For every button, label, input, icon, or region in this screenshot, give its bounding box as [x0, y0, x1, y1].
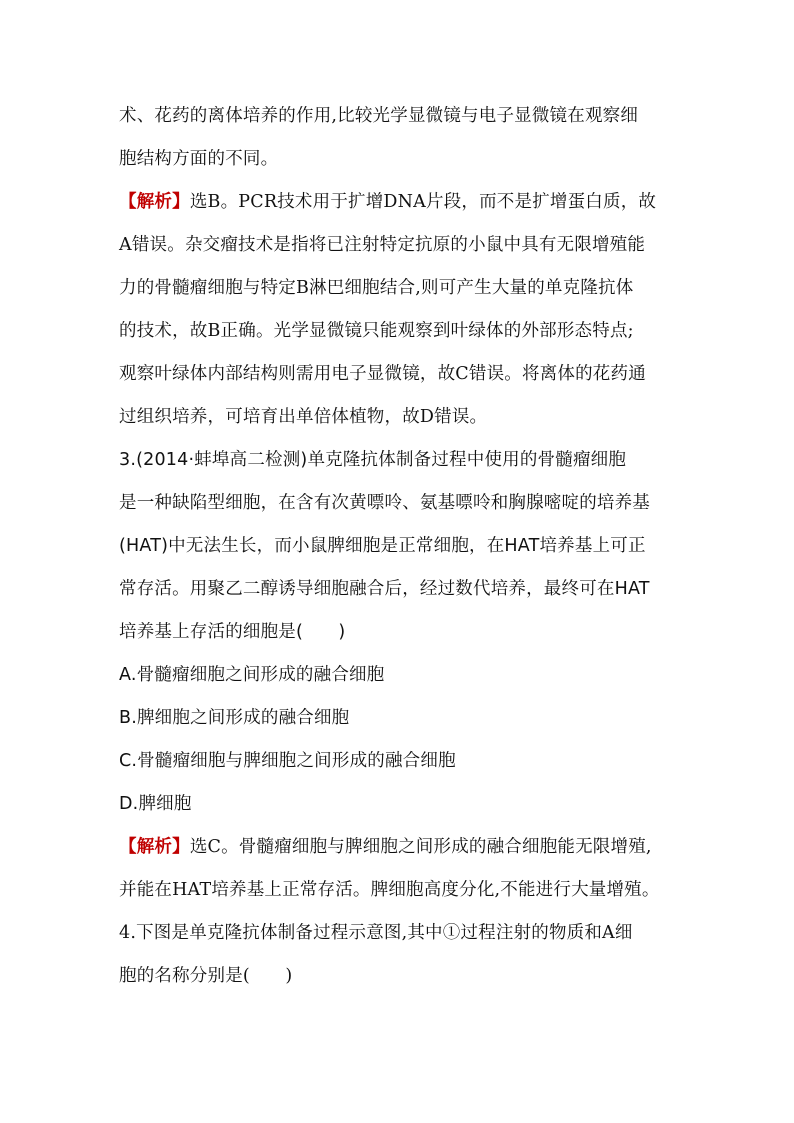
option-c: C.骨髓瘤细胞与脾细胞之间形成的融合细胞 [119, 751, 456, 771]
question-3-line: 培养基上存活的细胞是( ) [119, 622, 346, 642]
option-d: D.脾细胞 [119, 794, 192, 814]
text-line: 并能在HAT培养基上正常存活。脾细胞高度分化,不能进行大量增殖。 [119, 880, 660, 900]
question-3-line: 常存活。用聚乙二醇诱导细胞融合后，经过数代培养，最终可在HAT [119, 579, 650, 599]
analysis-text: 选B。PCR技术用于扩增DNA片段，而不是扩增蛋白质，故 [189, 192, 657, 212]
question-3-line: 3.(2014·蚌埠高二检测)单克隆抗体制备过程中使用的骨髓瘤细胞 [119, 450, 627, 470]
text-line: 的技术，故B正确。光学显微镜只能观察到叶绿体的外部形态特点; [119, 321, 634, 341]
option-b: B.脾细胞之间形成的融合细胞 [119, 708, 350, 728]
text-line: A错误。杂交瘤技术是指将已注射特定抗原的小鼠中具有无限增殖能 [119, 235, 646, 255]
question-3-line: 是一种缺陷型细胞，在含有次黄嘌呤、氨基嘌呤和胸腺嘧啶的培养基 [119, 493, 650, 513]
text-line: 术、花药的离体培养的作用,比较光学显微镜与电子显微镜在观察细 [119, 106, 639, 126]
analysis-line [119, 835, 652, 859]
analysis-tag: 【解析】 [119, 837, 190, 857]
option-a: A.骨髓瘤细胞之间形成的融合细胞 [119, 665, 385, 685]
analysis-tag: 【解析】 [119, 192, 190, 212]
question-4-line: 4.下图是单克隆抗体制备过程示意图,其中①过程注射的物质和A细 [119, 923, 633, 943]
analysis-line [119, 190, 656, 214]
question-4-line: 胞的名称分别是( ) [119, 966, 293, 986]
text-line: 过组织培养，可培育出单倍体植物，故D错误。 [119, 407, 488, 427]
text-line: 力的骨髓瘤细胞与特定B淋巴细胞结合,则可产生大量的单克隆抗体 [119, 278, 634, 298]
text-line: 胞结构方面的不同。 [119, 149, 279, 169]
text-line: 观察叶绿体内部结构则需用电子显微镜，故C错误。将离体的花药通 [119, 364, 646, 384]
analysis-text: 选C。骨髓瘤细胞与脾细胞之间形成的融合细胞能无限增殖, [189, 837, 652, 857]
question-3-line: (HAT)中无法生长，而小鼠脾细胞是正常细胞，在HAT培养基上可正 [119, 536, 646, 556]
